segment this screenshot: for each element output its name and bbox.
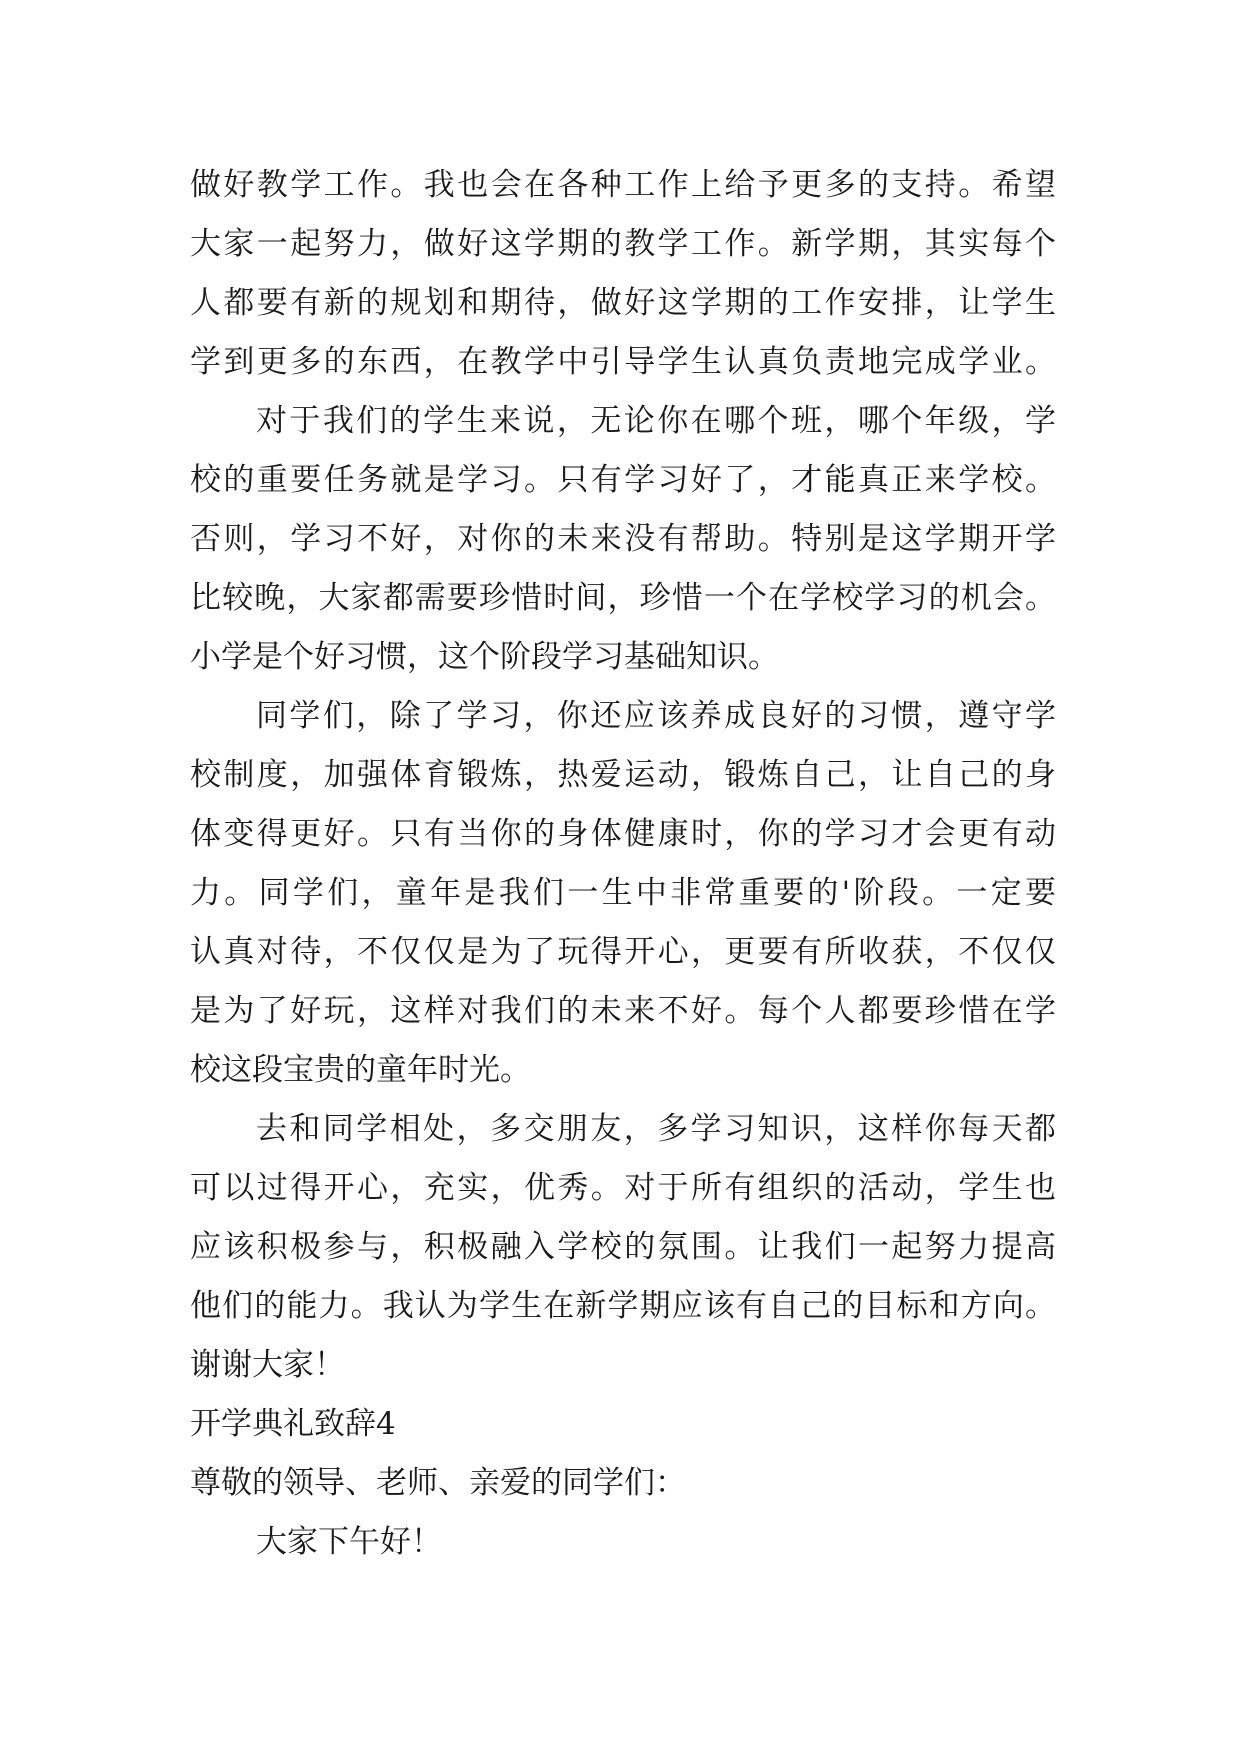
text-line: 体变得更好。只有当你的身体健康时，你的学习才会更有动 — [190, 816, 1056, 852]
text-line: 应该积极参与，积极融入学校的氛围。让我们一起努力提高 — [190, 1229, 1056, 1265]
text-line: 人都要有新的规划和期待，做好这学期的工作安排，让学生 — [190, 285, 1056, 321]
text-line: 小学是个好习惯，这个阶段学习基础知识。 — [190, 639, 779, 675]
text-line: 校制度，加强体育锻炼，热爱运动，锻炼自己，让自己的身 — [190, 757, 1056, 793]
text-line: 比较晚，大家都需要珍惜时间，珍惜一个在学校学习的机会。 — [190, 580, 1056, 616]
text-line: 可以过得开心，充实，优秀。对于所有组织的活动，学生也 — [190, 1170, 1056, 1206]
paragraph-start-line: 同学们，除了学习，你还应该养成良好的习惯，遵守学 — [256, 698, 1056, 734]
text-line: 做好教学工作。我也会在各种工作上给予更多的支持。希望 — [190, 167, 1056, 203]
text-line: 认真对待，不仅仅是为了玩得开心，更要有所收获，不仅仅 — [190, 934, 1056, 970]
text-line: 学到更多的东西，在教学中引导学生认真负责地完成学业。 — [190, 344, 1056, 380]
section-heading: 开学典礼致辞4 — [190, 1406, 396, 1442]
salutation: 尊敬的领导、老师、亲爱的同学们： — [190, 1465, 686, 1501]
paragraph-start-line: 去和同学相处，多交朋友，多学习知识，这样你每天都 — [256, 1111, 1056, 1147]
text-line: 谢谢大家！ — [190, 1347, 345, 1383]
text-line: 他们的能力。我认为学生在新学期应该有自己的目标和方向。 — [190, 1288, 1056, 1324]
text-line: 校的重要任务就是学习。只有学习好了，才能真正来学校。 — [190, 462, 1056, 498]
paragraph-start-line: 对于我们的学生来说，无论你在哪个班，哪个年级，学 — [256, 403, 1056, 439]
text-line: 大家一起努力，做好这学期的教学工作。新学期，其实每个 — [190, 226, 1056, 262]
text-line: 否则，学习不好，对你的未来没有帮助。特别是这学期开学 — [190, 521, 1056, 557]
greeting: 大家下午好！ — [256, 1524, 442, 1560]
text-line: 是为了好玩，这样对我们的未来不好。每个人都要珍惜在学 — [190, 993, 1056, 1029]
text-line: 力。同学们，童年是我们一生中非常重要的'阶段。一定要 — [190, 875, 1056, 911]
text-line: 校这段宝贵的童年时光。 — [190, 1052, 531, 1088]
